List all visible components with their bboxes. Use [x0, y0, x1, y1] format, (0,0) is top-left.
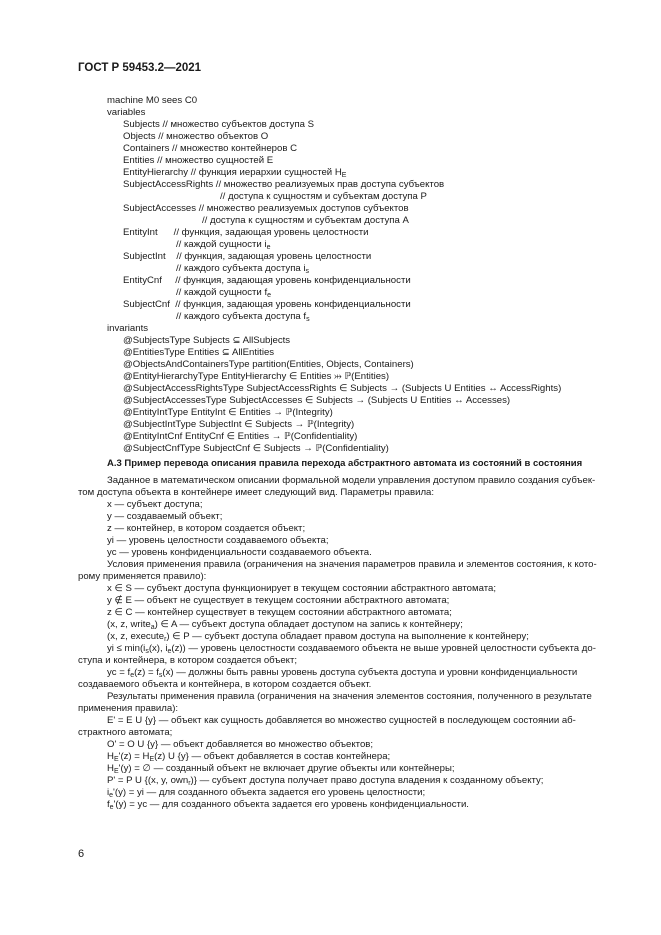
text-line: z — контейнер, в котором создается объект;	[107, 523, 306, 534]
text-line: $f_e'(y)$ = yc — для созданного объекта задается его уровень конфиденциальности.	[107, 799, 469, 811]
text-line: том доступа объекта в контейнере имеет следующий вид. Параметры правила:	[78, 487, 435, 498]
code-line: SubjectAccesses // множество реализуемых доступов субъектов	[123, 203, 409, 214]
text-line: (x, z, write$_a$) ∈ A — субъект доступа обладает доступом на запись к контейнеру;	[107, 619, 463, 631]
code-line: @SubjectsType Subjects ⊆ AllSubjects	[123, 335, 291, 346]
text-line: z ∈ C — контейнер существует в текущем состоянии абстрактного автомата;	[107, 607, 452, 618]
text-line: ступа и контейнера, в котором создается объект;	[78, 655, 298, 666]
code-line: EntityCnf // функция, задающая уровень конфиденциальности	[123, 275, 411, 286]
code-line: invariants	[107, 323, 149, 334]
text-line: $H_E'(y)$ = ∅ — созданный объект не включает другие объекты или контейнеры;	[107, 763, 455, 775]
text-line: O' = O U {y} — объект добавляется во множество объектов;	[107, 739, 374, 750]
code-line: SubjectCnf // функция, задающая уровень конфиденциальности	[123, 299, 411, 310]
code-line: // каждой сущности $i_e$	[176, 239, 271, 251]
code-line: // доступа к сущностям и субъектам доступа A	[202, 215, 409, 226]
text-line: yc = $f_e(z) = f_s(x)$ — должны быть равны уровень доступа субъекта доступа и уровни конфиденциальности	[107, 667, 578, 679]
code-line: @SubjectCnfType SubjectCnf ∈ Subjects → ℙ(Confidentiality)	[123, 443, 389, 454]
text-line: yi — уровень целостности создаваемого объекта;	[107, 535, 329, 546]
code-line: machine M0 sees C0	[107, 95, 198, 106]
text-line: yi ≤ $\min(i_s(x)$, $i_e(z)$) — уровень целостности создаваемого объекта не выше уровней целостности субъекта до-	[107, 643, 596, 655]
text-line: x — субъект доступа;	[107, 499, 203, 510]
text-line: применения правила):	[78, 703, 179, 714]
text-line: yc — уровень конфиденциальности создаваемого объекта.	[107, 547, 372, 558]
document-header: ГОСТ Р 59453.2—2021	[78, 62, 202, 74]
code-line: EntityHierarchy // функция иерархии сущностей $H_E$	[123, 167, 347, 179]
code-line: Subjects // множество субъектов доступа S	[123, 119, 315, 130]
section-title: А.3 Пример перевода описания правила перехода абстрактного автомата из состояний в состояния	[107, 458, 583, 469]
code-line: Objects // множество объектов O	[123, 131, 269, 142]
text-line: x ∈ S — субъект доступа функционирует в текущем состоянии абстрактного автомата;	[107, 583, 496, 594]
text-line: создаваемого объекта и контейнера, в котором создается объект.	[78, 679, 372, 690]
code-line: // каждого субъекта доступа $i_s$	[176, 263, 310, 275]
code-line: Containers // множество контейнеров C	[123, 143, 298, 154]
text-line: P' = P U {(x, y, own$_r$)} — субъект доступа получает право доступа владения к созданному объекту;	[107, 775, 544, 787]
code-line: @EntityHierarchyType EntityHierarchy ∈ Entities ⤔ ℙ(Entities)	[123, 371, 390, 382]
code-line: @SubjectAccessRightsType SubjectAccessRights ∈ Subjects → (Subjects U Entities ↔ AccessRights)	[123, 383, 562, 394]
code-line: SubjectAccessRights // множество реализуемых прав доступа субъектов	[123, 179, 445, 190]
code-line: // доступа к сущностям и субъектам доступа P	[220, 191, 427, 202]
text-line: E' = E U {y} — объект как сущность добавляется во множество сущностей в последующем состоянии аб-	[107, 715, 576, 726]
code-line: @SubjectAccessesType SubjectAccesses ∈ Subjects → (Subjects U Entities ↔ Accesses)	[123, 395, 511, 406]
code-line: EntityInt // функция, задающая уровень целостности	[123, 227, 369, 238]
code-line: @EntitiesType Entities ⊆ AllEntities	[123, 347, 275, 358]
code-line: @ObjectsAndContainersType partition(Entities, Objects, Containers)	[123, 359, 414, 370]
code-line: // каждого субъекта доступа $f_s$	[176, 311, 310, 323]
text-line: y ∉ E — объект не существует в текущем состоянии абстрактного автомата;	[107, 595, 450, 606]
text-line: y — создаваемый объект;	[107, 511, 223, 522]
text-line: Условия применения правила (ограничения на значения параметров правила и элементов состояния, к кото-	[107, 559, 597, 570]
text-line: $i_e'(y)$ = yi — для созданного объекта задается его уровень целостности;	[107, 787, 426, 799]
code-line: @SubjectIntType SubjectInt ∈ Subjects → ℙ(Integrity)	[123, 419, 355, 430]
text-line: Заданное в математическом описании формальной модели управления доступом правило создания субъек-	[107, 475, 596, 486]
text-line: страктного автомата;	[78, 727, 173, 738]
code-line: @EntityIntCnf EntityCnf ∈ Entities → ℙ(Confidentiality)	[123, 431, 358, 442]
code-line: SubjectInt // функция, задающая уровень целостности	[123, 251, 372, 262]
code-line: Entities // множество сущностей E	[123, 155, 274, 166]
page-number: 6	[78, 848, 85, 860]
text-line: $H_E'(z) = H_E(z)$ U {y} — объект добавляется в состав контейнера;	[107, 751, 391, 763]
text-line: (x, z, execute$_r$) ∈ P — субъект доступа обладает правом доступа на выполнение к контейнеру;	[107, 631, 529, 643]
text-line: рому применяется правило):	[78, 571, 207, 582]
code-line: variables	[107, 107, 146, 118]
code-line: // каждой сущности $f_e$	[176, 287, 272, 299]
code-line: @EntityIntType EntityInt ∈ Entities → ℙ(Integrity)	[123, 407, 333, 418]
text-line: Результаты применения правила (ограничения на значения элементов состояния, полученного в результате	[107, 691, 592, 702]
